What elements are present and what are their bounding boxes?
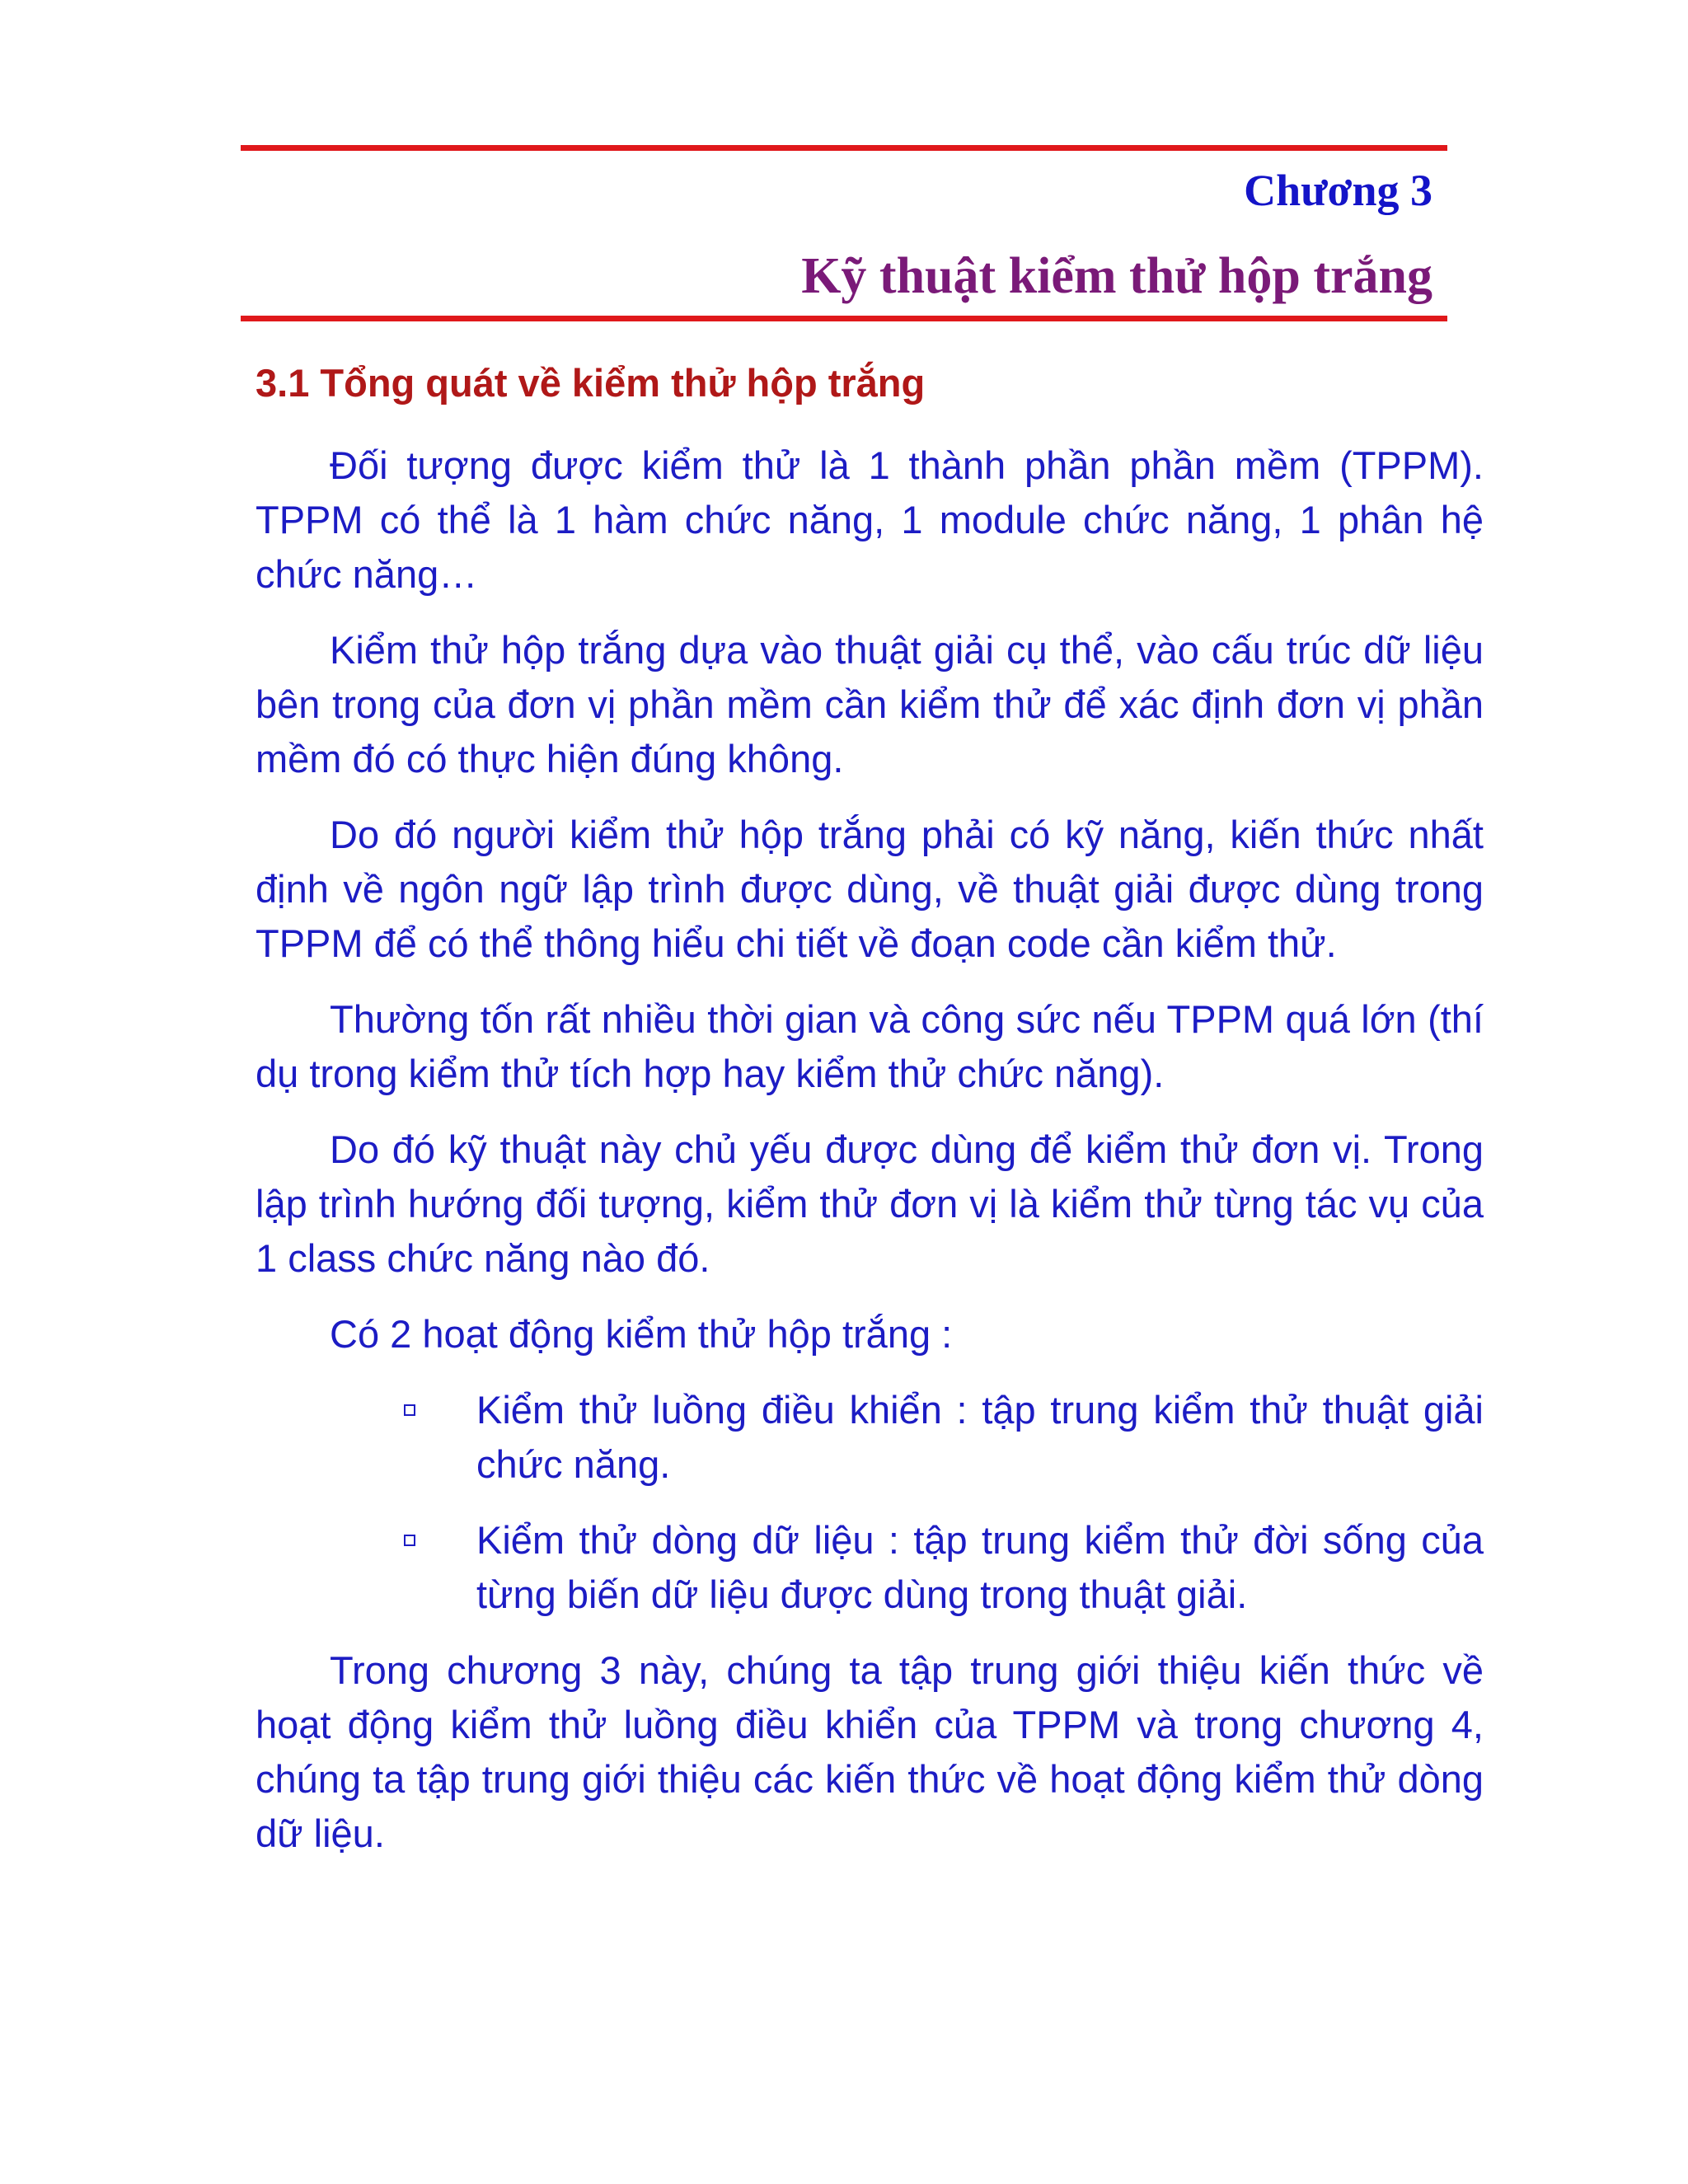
bullet-text: Kiểm thử luồng điều khiển : tập trung kiểm thử thuật giải chức năng. (476, 1388, 1484, 1486)
square-bullet-icon (404, 1535, 415, 1546)
paragraph: Do đó người kiểm thử hộp trắng phải có kỹ năng, kiến thức nhất định về ngôn ngữ lập trình được dùng, về thuật giải được dùng trong TPPM để có thể thông hiểu chi tiết về đoạn code cần kiểm thử. (256, 813, 1484, 965)
bullet-text: Kiểm thử dòng dữ liệu : tập trung kiểm thử đời sống của từng biến dữ liệu được dùng trong thuật giải. (476, 1518, 1484, 1616)
bullet-item (256, 1513, 1484, 1622)
paragraph-list-intro: Có 2 hoạt động kiểm thử hộp trắng : (330, 1312, 953, 1356)
paragraph: Kiểm thử hộp trắng dựa vào thuật giải cụ thể, vào cấu trúc dữ liệu bên trong của đơn vị phần mềm cần kiểm thử để xác định đơn vị phần mềm đó có thực hiện đúng không. (256, 628, 1484, 780)
paragraph: Thường tốn rất nhiều thời gian và công sức nếu TPPM quá lớn (thí dụ trong kiểm thử tích hợp hay kiểm thử chức năng). (256, 997, 1484, 1095)
chapter-title: Kỹ thuật kiểm thử hộp trắng (801, 248, 1432, 304)
paragraph: Do đó kỹ thuật này chủ yếu được dùng để kiểm thử đơn vị. Trong lập trình hướng đối tượng, kiểm thử đơn vị là kiểm thử từng tác vụ của 1 class chức năng nào đó. (256, 1127, 1484, 1280)
top-rule (241, 145, 1447, 151)
bottom-rule (241, 316, 1447, 321)
section-heading: 3.1 Tổng quát về kiểm thử hộp trắng (256, 361, 926, 405)
closing-paragraph: Trong chương 3 này, chúng ta tập trung giới thiệu kiến thức về hoạt động kiểm thử luồng điều khiển của TPPM và trong chương 4, chúng ta tập trung giới thiệu các kiến thức về hoạt động kiểm thử dòng dữ liệu. (256, 1648, 1484, 1855)
body-content (256, 356, 1484, 1882)
square-bullet-icon (404, 1404, 415, 1416)
bullet-item (256, 1383, 1484, 1492)
bullet-list (256, 1383, 1484, 1622)
chapter-label: Chương 3 (1244, 166, 1432, 215)
paragraph: Đối tượng được kiểm thử là 1 thành phần phần mềm (TPPM). TPPM có thể là 1 hàm chức năng, 1 module chức năng, 1 phân hệ chức năng… (256, 443, 1484, 596)
